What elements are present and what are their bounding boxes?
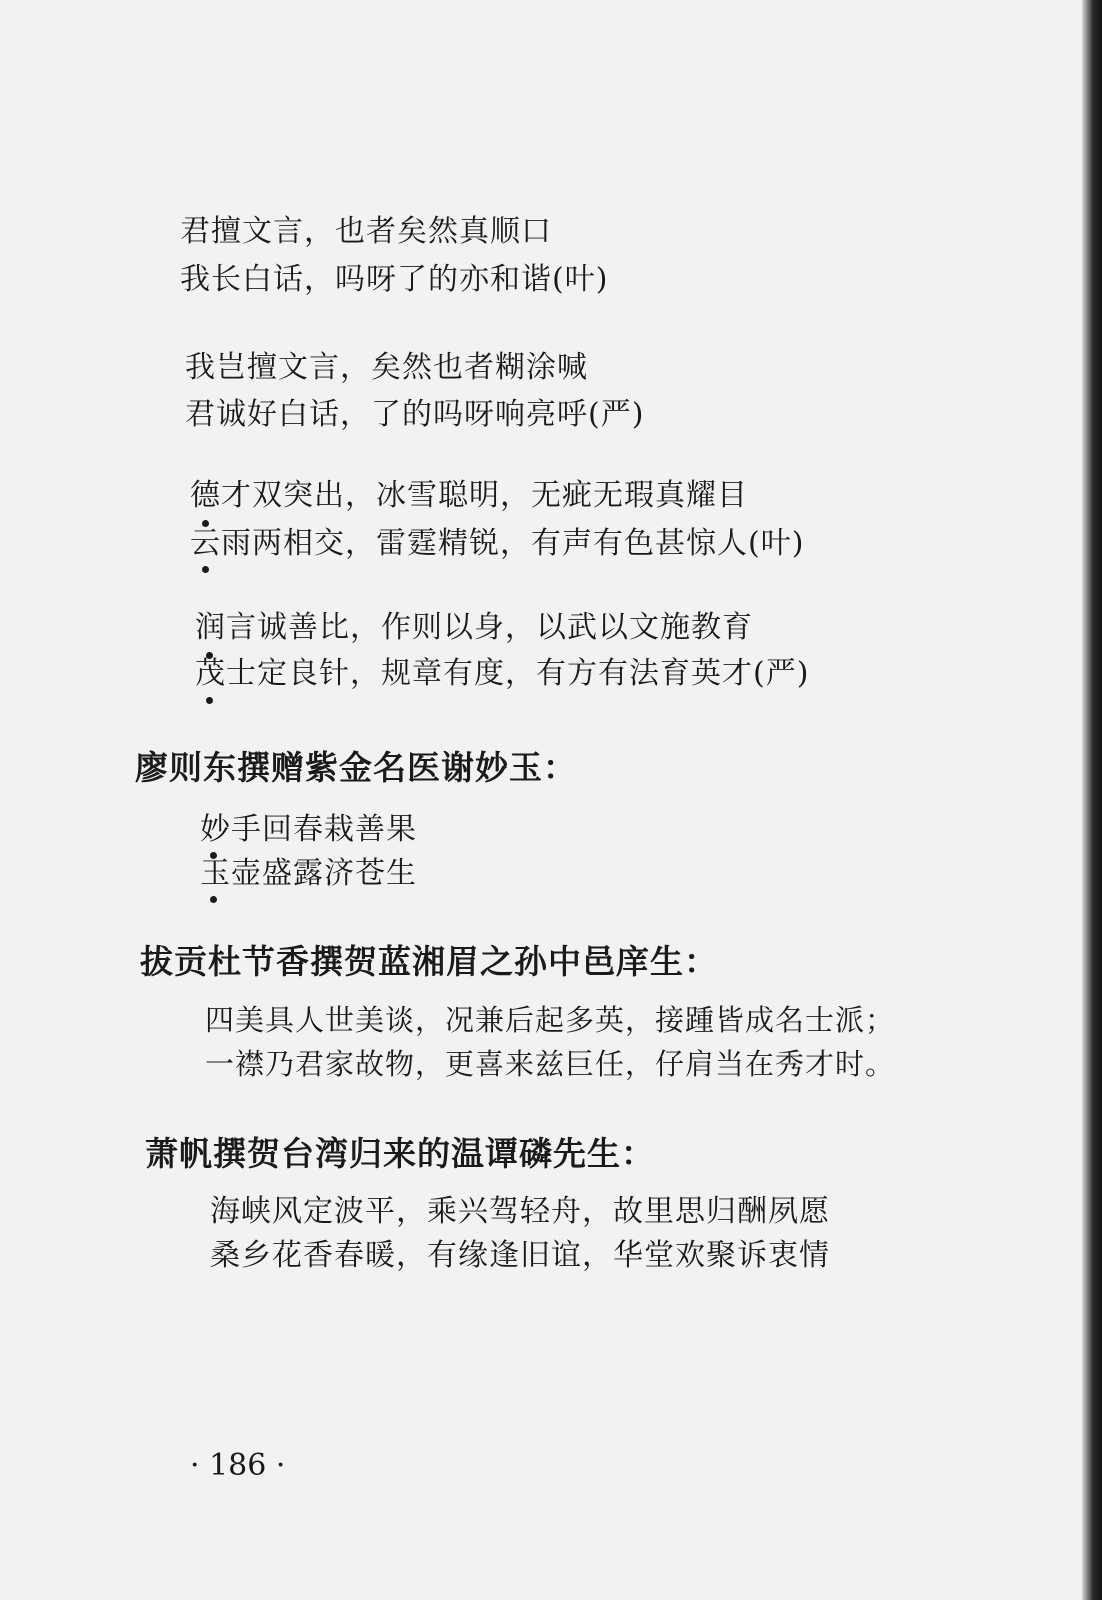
section-3-line-2: 桑乡花香春暖，有缘逢旧谊，华堂欢聚诉衷情 [210,1238,830,1273]
couplet-3-line-1: 德才双突出，冰雪聪明，无疵无瑕真耀目 [190,478,748,513]
couplet-2-line-2: 君诚好白话，了的吗呀响亮呼(严) [185,397,645,432]
couplet-1-line-1: 君擅文言，也者矣然真顺口 [180,214,552,249]
section-3-heading: 萧帆撰贺台湾归来的温谭磷先生： [145,1134,655,1173]
section-3-line-1: 海峡风定波平，乘兴驾轻舟，故里思归酬夙愿 [210,1194,830,1229]
section-1-line-2: 玉壶盛露济苍生 [200,856,417,891]
couplet-4-line-2: 茂士定良针，规章有度，有方有法育英才(严) [195,656,810,691]
couplet-1-line-2: 我长白话，吗呀了的亦和谐(叶) [180,262,609,297]
page-number: · 186 · [190,1448,286,1483]
couplet-4-line-1: 润言诚善比，作则以身，以武以文施教育 [195,610,753,645]
section-2-heading: 拔贡杜节香撰贺蓝湘眉之孙中邑庠生： [140,942,718,981]
section-1-line-1: 妙手回春栽善果 [200,812,417,847]
emphasis-dot [202,566,209,573]
page-edge-shadow [1082,0,1102,1600]
emphasis-dot [206,697,213,704]
section-2-line-2: 一襟乃君家故物，更喜来兹巨任，仔肩当在秀才时。 [205,1047,896,1081]
couplet-2-line-1: 我岂擅文言，矣然也者糊涂喊 [185,350,588,385]
section-2-line-1: 四美具人世美谈，况兼后起多英，接踵皆成名士派； [205,1003,896,1037]
emphasis-dot [210,896,217,903]
section-1-heading: 廖则东撰赠紫金名医谢妙玉： [135,748,577,787]
couplet-3-line-2: 云雨两相交，雷霆精锐，有声有色甚惊人(叶) [190,526,805,561]
